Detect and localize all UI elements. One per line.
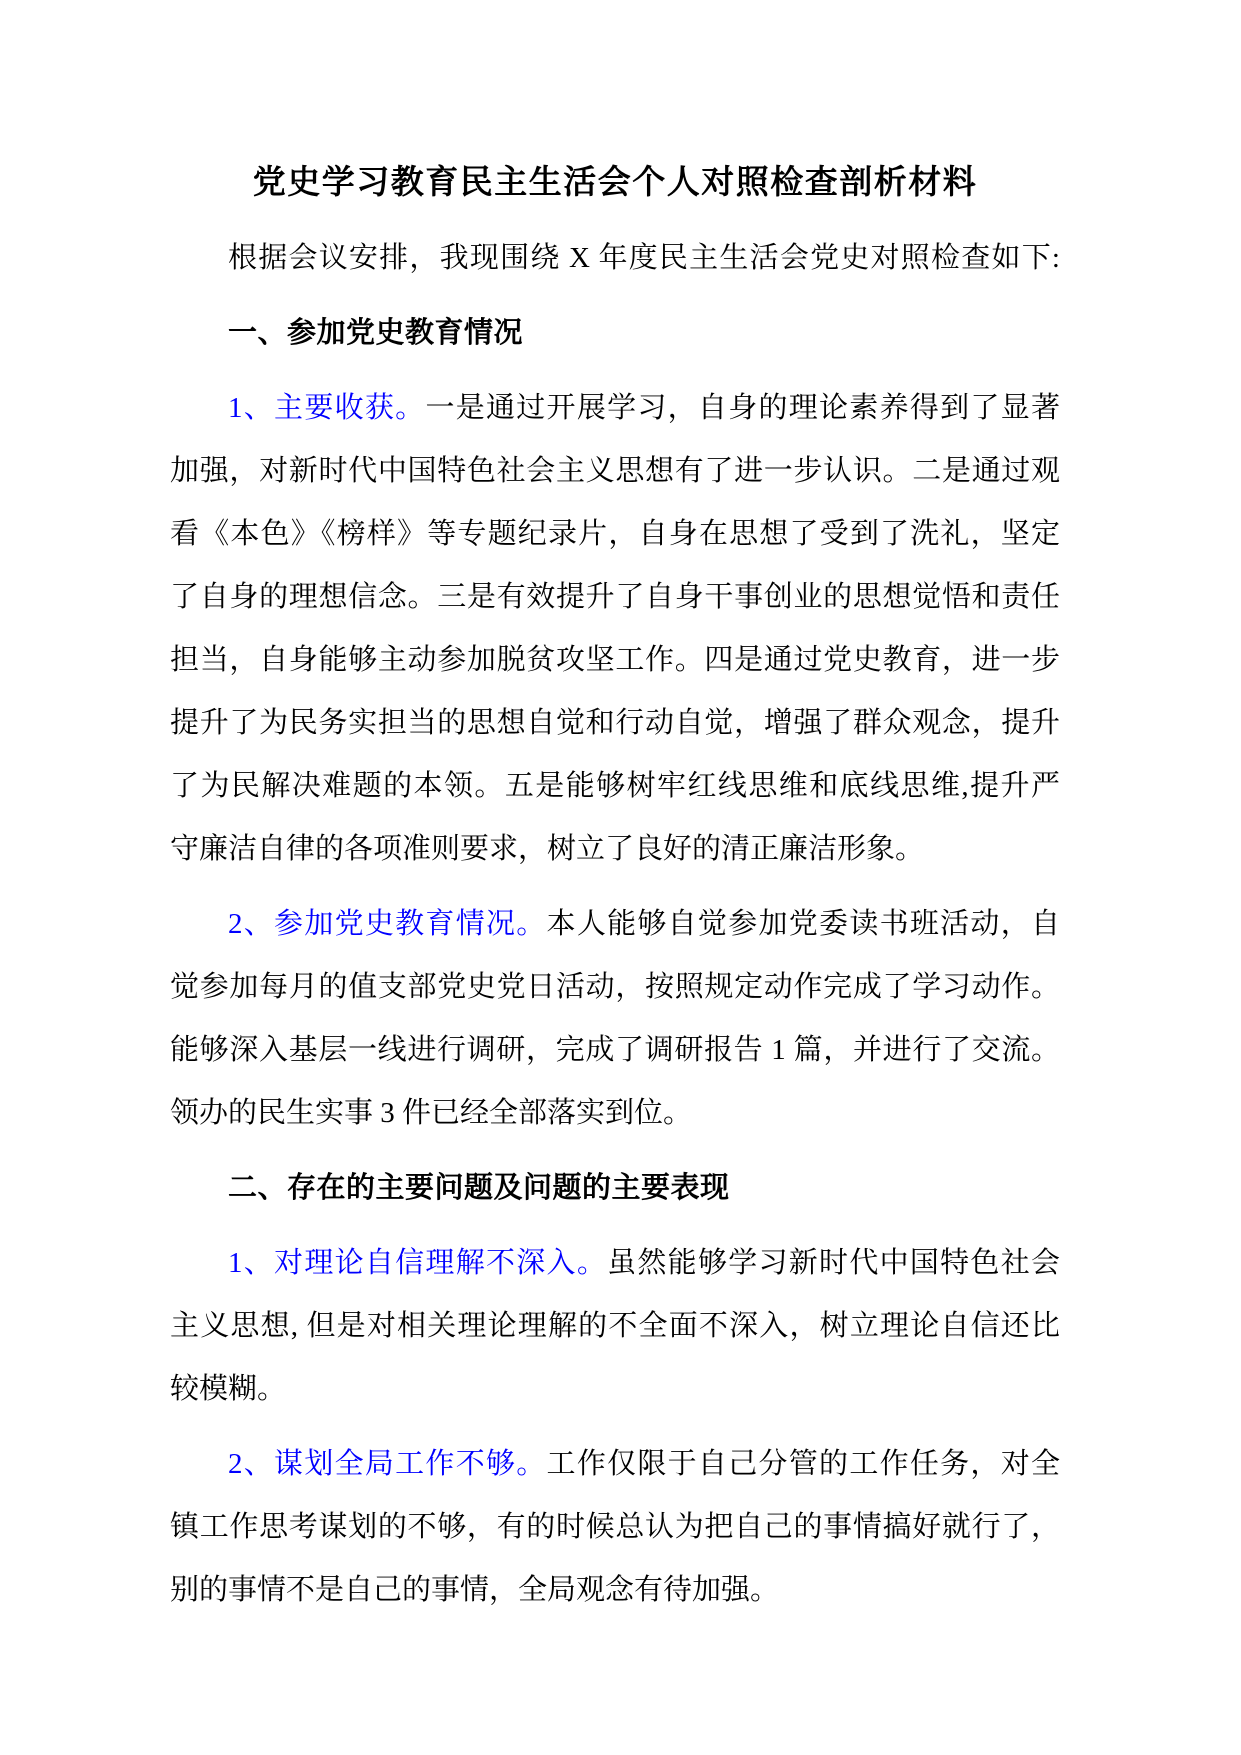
section-heading [170,302,1060,365]
document-body [170,152,1060,1622]
text-line [170,755,1060,818]
text-line [170,503,1060,566]
text-run: 觉参加每月的值支部党史党日活动，按照规定动作完成了学习动作。 [170,971,1060,1003]
text-run: 一是通过开展学习，自身的理论素养得到了显著 [425,392,1060,424]
text-line [170,227,1060,290]
text-run: 别的事情不是自己的事情，全局观念有待加强。 [170,1574,780,1606]
paragraph [170,1433,1060,1622]
text-line [170,440,1060,503]
paragraph [170,893,1060,1145]
text-run: 根据会议安排，我现围绕 X 年度民主生活会党史对照检查如下: [228,242,1060,274]
text-line [170,152,1060,215]
text-line [170,1019,1060,1082]
text-run: 了为民解决难题的本领。五是能够树牢红线思维和底线思维,提升严 [170,770,1060,802]
text-line [170,1496,1060,1559]
emphasis-blue-run: 2、参加党史教育情况。 [228,908,547,940]
text-line [170,1157,1060,1220]
text-run: 虽然能够学习新时代中国特色社会 [607,1247,1060,1279]
text-run: 提升了为民务实担当的思想自觉和行动自觉，增强了群众观念，提升 [170,707,1060,739]
text-run: 本人能够自觉参加党委读书班活动，自 [546,908,1060,940]
text-run: 党史学习教育民主生活会个人对照检查剖析材料 [252,165,978,201]
text-run: 看《本色》《榜样》等专题纪录片，自身在思想了受到了洗礼，坚定 [170,518,1060,550]
text-line [170,1559,1060,1622]
document-title [170,152,1060,215]
text-line [170,893,1060,956]
text-line [170,1295,1060,1358]
text-line [170,1358,1060,1421]
text-line [170,629,1060,692]
text-run: 守廉洁自律的各项准则要求，树立了良好的清正廉洁形象。 [170,833,925,865]
text-run: 加强，对新时代中国特色社会主义思想有了进一步认识。二是通过观 [170,455,1060,487]
section-heading [170,1157,1060,1220]
paragraph [170,227,1060,290]
paragraph [170,1232,1060,1421]
text-run: 担当，自身能够主动参加脱贫攻坚工作。四是通过党史教育，进一步 [170,644,1060,676]
text-run: 工作仅限于自己分管的工作任务，对全 [546,1448,1060,1480]
text-line [170,956,1060,1019]
text-line [170,302,1060,365]
emphasis-blue-run: 1、对理论自信理解不深入。 [228,1247,608,1279]
text-run: 领办的民生实事 3 件已经全部落实到位。 [170,1097,693,1129]
text-line [170,818,1060,881]
text-line [170,566,1060,629]
text-run: 主义思想, 但是对相关理论理解的不全面不深入，树立理论自信还比 [170,1310,1060,1342]
text-line [170,692,1060,755]
text-run: 了自身的理想信念。三是有效提升了自身干事创业的思想觉悟和责任 [170,581,1060,613]
text-line [170,1433,1060,1496]
paragraph [170,377,1060,881]
text-run: 一、参加党史教育情况 [228,317,524,349]
emphasis-blue-run: 1、主要收获。 [228,392,426,424]
text-run: 镇工作思考谋划的不够，有的时候总认为把自己的事情搞好就行了， [170,1511,1060,1543]
text-line [170,377,1060,440]
text-run: 较模糊。 [170,1373,287,1405]
text-line [170,1232,1060,1295]
text-run: 能够深入基层一线进行调研，完成了调研报告 1 篇，并进行了交流。 [170,1034,1060,1066]
emphasis-blue-run: 2、谋划全局工作不够。 [228,1448,547,1480]
text-line [170,1082,1060,1145]
text-run: 二、存在的主要问题及问题的主要表现 [228,1172,730,1204]
